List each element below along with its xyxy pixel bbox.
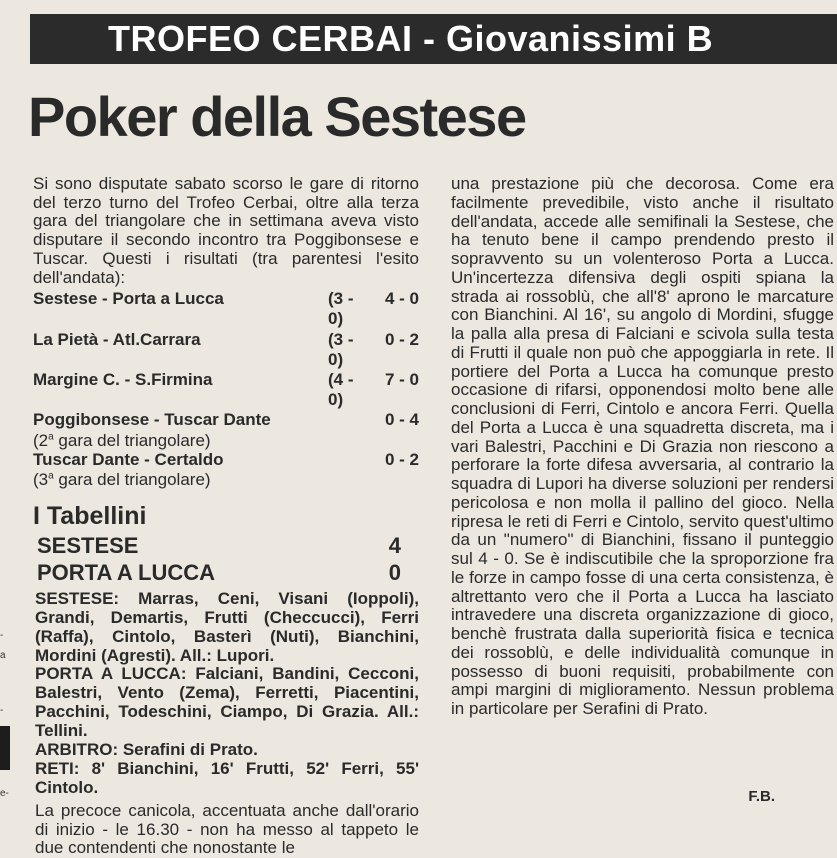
- author-signature: F.B.: [748, 788, 775, 805]
- result-first-leg: [328, 410, 373, 430]
- right-column: [451, 175, 834, 719]
- headline: Poker della Sestese: [28, 85, 526, 148]
- result-score: 0 - 4: [384, 410, 419, 430]
- result-row: [33, 370, 419, 410]
- margin-mark: e-: [0, 788, 9, 799]
- result-teams: Tuscar Dante - Certaldo: [33, 449, 224, 469]
- article-body-start: La precoce canicola, accentuata anche dall'orario di inizio - le 16.30 - non ha messo al tappeto le due contendenti che nonostante le: [35, 800, 419, 858]
- result-teams: Margine C. - S.Firmina: [33, 370, 213, 390]
- tabellini-title: I Tabellini: [33, 501, 147, 530]
- result-row: [33, 410, 419, 430]
- result-first-leg: (4 - 0): [328, 370, 354, 410]
- result-row: [33, 450, 419, 470]
- match-score-away: [37, 559, 419, 586]
- lineup-porta-a-lucca: PORTA A LUCCA: Falciani, Bandini, Cecconi, Balestri, Vento (Zema), Ferretti, Piacentini, Pacchini, Todeschini, Ciampo, Di Grazia. All.: Tellini.: [35, 664, 419, 741]
- result-teams: La Pietà - Atl.Carrara: [33, 329, 201, 349]
- margin-mark: -: [0, 705, 4, 716]
- margin-bar: [0, 726, 10, 770]
- results-list: [33, 289, 419, 489]
- section-banner: TROFEO CERBAI - Giovanissimi B: [30, 14, 837, 64]
- result-teams: Sestese - Porta a Lucca: [33, 289, 224, 309]
- lineup-sestese: SESTESE: Marras, Ceni, Visani (Ioppoli), Grandi, Demartis, Frutti (Checcucci), Ferri (Raffa), Cintolo, Basterì (Nuti), Bianchini, Mordini (Agresti). All.: Lupori.: [35, 588, 419, 665]
- lineups: [35, 590, 419, 798]
- referee: ARBITRO: Serafini di Prato.: [35, 740, 258, 760]
- result-note: (3$^a$ gara del triangolare): [33, 469, 211, 489]
- away-team: PORTA A LUCCA: [37, 559, 216, 585]
- home-team: SESTESE: [37, 532, 139, 558]
- result-first-leg: (3 - 0): [328, 329, 354, 369]
- intro-paragraph: Si sono disputate sabato scorso le gare di ritorno del terzo turno del Trofeo Cerbai, oltre alla terza gara del triangolare che in settimana aveva visto disputare il secondo incontro tra Poggibonsese e Tuscar. Questi i risultati (tra parentesi l'esito dell'andata):: [33, 174, 419, 287]
- margin-mark: a: [0, 650, 6, 661]
- match-score-home: [37, 532, 419, 559]
- away-score: 0: [388, 559, 401, 585]
- result-score: 4 - 0: [384, 289, 419, 309]
- adjacent-column-fragment: [0, 0, 18, 805]
- home-score: 4: [388, 532, 401, 558]
- goals: RETI: 8' Bianchini, 16' Frutti, 52' Ferri, 55' Cintolo.: [35, 759, 419, 797]
- result-note: (2$^a$ gara del triangolare): [33, 430, 211, 450]
- result-teams: Poggibonsese - Tuscar Dante: [33, 410, 271, 430]
- left-column: [33, 175, 419, 858]
- article-body-continued: una prestazione più che decorosa. Come era facilmente prevedibile, visto anche il risultato dell'andata, accede alle semifinali la Sestese, che ha tenuto bene il campo prendendo presto il sopravvento su un volenteroso Porta a Lucca. Un'incertezza difensiva degli ospiti spiana la strada ai rossoblù, che all'8' aprono le marcature con Bianchini. Al 16', su angolo di Mordini, sfugge la palla alla presa di Falciani e scivola sulla testa di Frutti il quale non può che appoggiarla in rete. Il portiere del Porta a Lucca ha comunque presto occasione di rifarsi, opponendosi molto bene alle conclusioni di Ferri, Cintolo e ancora Ferri. Quella del Porta a Lucca è una squadretta discreta, ma i vari Balestri, Pacchini e Di Grazia non riescono a perforare la forte difesa avversaria, al contrario la squadra di Lupori ha diverse soluzioni per rendersi pericolosa e non molla il pallino del gioco. Nella ripresa le reti di Ferri e Cintolo, servito quest'ultimo da un "numero" di Bianchini, fissano il punteggio sul 4 - 0. Se è indiscutibile che la sproporzione fra le forze in campo fosse di una certa consistenza, è altrettanto vero che il Porta a Lucca ha lasciato intravedere una discreta organizzazione di gioco, benchè frustrata dalla superiorità fisica e tecnica dei rossoblù, e delle individualità comunque in possesso di buoni requisiti, probabilmente con ampi margini di miglioramento. Nessun problema in particolare per Serafini di Prato.: [451, 174, 834, 718]
- result-row: [33, 289, 419, 329]
- result-first-leg: (3 - 0): [328, 289, 354, 329]
- result-score: 0 - 2: [384, 329, 419, 349]
- result-score: 7 - 0: [384, 370, 419, 390]
- result-row: [33, 330, 419, 370]
- result-first-leg: [328, 450, 373, 470]
- result-score: 0 - 2: [384, 449, 419, 469]
- margin-mark: -: [0, 630, 4, 641]
